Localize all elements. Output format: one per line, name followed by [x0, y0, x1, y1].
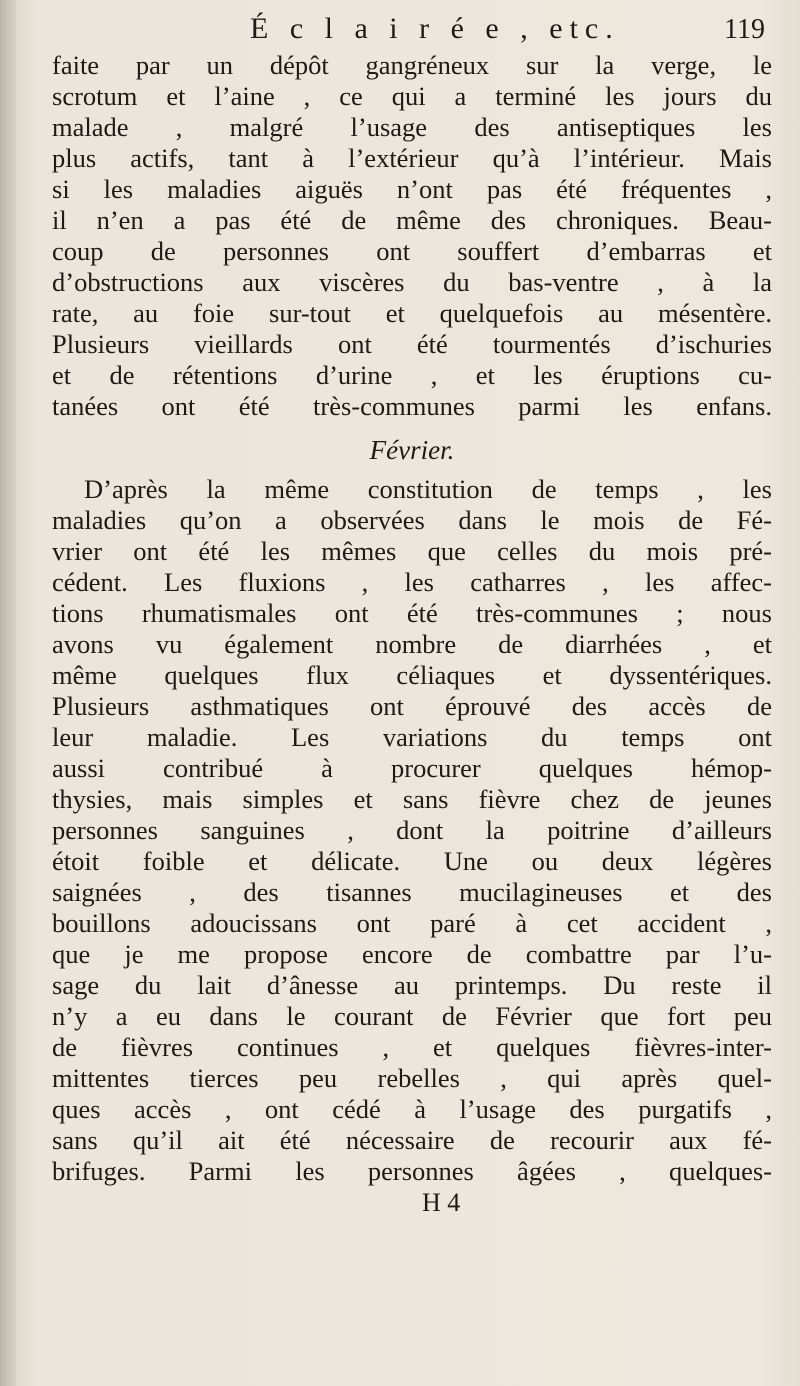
signature-mark: H 4: [422, 1188, 461, 1217]
text-line: cédent. Les fluxions , les catharres , les affec-: [52, 567, 772, 597]
section-title: Février.: [369, 435, 455, 465]
text-line: maladies qu’on a observées dans le mois de Fé-: [52, 505, 772, 535]
text-line: Plusieurs asthmatiques ont éprouvé des accès de: [52, 691, 772, 721]
text-line: si les maladies aiguës n’ont pas été fréquentes ,: [52, 174, 772, 204]
text-line: il n’en a pas été de même des chroniques. Beau-: [52, 205, 772, 235]
running-head: É c l a i r é e , etc.: [250, 12, 620, 45]
text-line: scrotum et l’aine , ce qui a terminé les jours du: [52, 81, 772, 111]
text-line: malade , malgré l’usage des antiseptiques les: [52, 112, 772, 142]
text-line: thysies, mais simples et sans fièvre chez de jeunes: [52, 784, 772, 814]
text-line: sage du lait d’ânesse au printemps. Du reste il: [52, 970, 772, 1000]
text-line: brifuges. Parmi les personnes âgées , quelques-: [52, 1156, 772, 1186]
paragraph-1: [52, 50, 772, 422]
page-gutter: [0, 0, 16, 1386]
text-line: étoit foible et délicate. Une ou deux légères: [52, 846, 772, 876]
text-line: avons vu également nombre de diarrhées , et: [52, 629, 772, 659]
paragraph-2: [52, 474, 772, 1187]
text-line: vrier ont été les mêmes que celles du mois pré-: [52, 536, 772, 566]
text-line: faite par un dépôt gangréneux sur la verge, le: [52, 50, 772, 80]
text-line: coup de personnes ont souffert d’embarras et: [52, 236, 772, 266]
text-line: et de rétentions d’urine , et les éruptions cu-: [52, 360, 772, 390]
text-line: tanées ont été très-communes parmi les enfans.: [52, 391, 772, 421]
text-line: sans qu’il ait été nécessaire de recourir aux fé-: [52, 1125, 772, 1155]
text-line: mittentes tierces peu rebelles , qui après quel-: [52, 1063, 772, 1093]
text-line: de fièvres continues , et quelques fièvres-inter-: [52, 1032, 772, 1062]
text-line: bouillons adoucissans ont paré à cet accident ,: [52, 908, 772, 938]
text-line: Plusieurs vieillards ont été tourmentés d’ischuries: [52, 329, 772, 359]
text-line: aussi contribué à procurer quelques hémop-: [52, 753, 772, 783]
text-line: rate, au foie sur-tout et quelquefois au mésentère.: [52, 298, 772, 328]
text-line: tions rhumatismales ont été très-communes ; nous: [52, 598, 772, 628]
text-line: leur maladie. Les variations du temps ont: [52, 722, 772, 752]
text-line: d’obstructions aux viscères du bas-ventre , à la: [52, 267, 772, 297]
text-line: que je me propose encore de combattre par l’u-: [52, 939, 772, 969]
text-line: ques accès , ont cédé à l’usage des purgatifs ,: [52, 1094, 772, 1124]
text-line: personnes sanguines , dont la poitrine d’ailleurs: [52, 815, 772, 845]
text-line: saignées , des tisannes mucilagineuses et des: [52, 877, 772, 907]
page-number: 119: [724, 14, 765, 45]
text-line: n’y a eu dans le courant de Février que fort peu: [52, 1001, 772, 1031]
text-line: plus actifs, tant à l’extérieur qu’à l’intérieur. Mais: [52, 143, 772, 173]
text-line: D’après la même constitution de temps , les: [84, 474, 772, 504]
text-line: même quelques flux céliaques et dyssentériques.: [52, 660, 772, 690]
page-body: [52, 50, 772, 1218]
page-header: [0, 6, 800, 50]
